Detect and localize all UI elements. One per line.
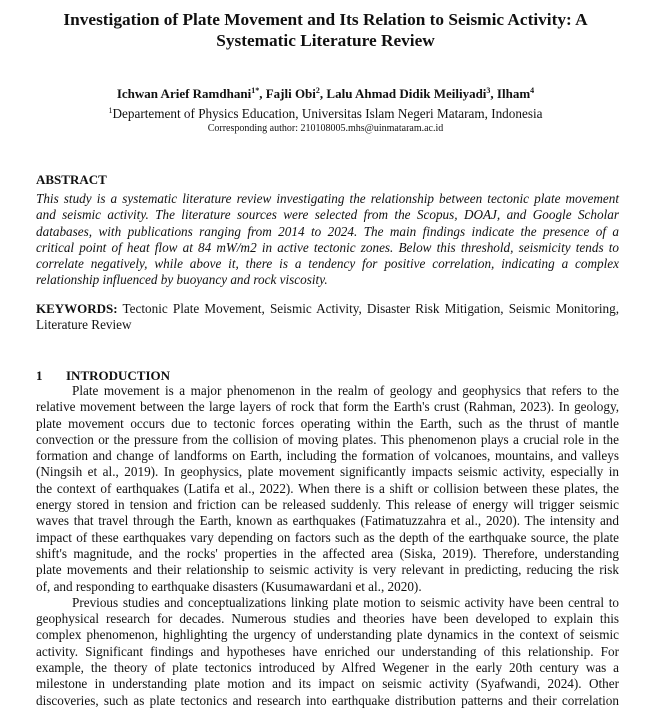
- abstract-line: and seismic activity. The literature sources were selected from the Scopus, DOAJ, and Google Scholar: [36, 207, 619, 223]
- body-line: Previous studies and conceptualizations linking plate motion to seismic activity have been central to: [72, 594, 619, 610]
- body-line: complex phenomenon, highlighting the urgency of understanding plate dynamics in the context of seismic: [36, 627, 619, 643]
- abstract-line: correlate negatively, while above it, there is a tendency for positive correlation, indicating a complex: [36, 256, 619, 272]
- body-line: convection or the pressure from the collision of moving plates. This phenomenon plays a crucial role in the: [36, 431, 619, 447]
- abstract-body: [36, 191, 619, 289]
- corresponding-author: Corresponding author: 210108005.mhs@uinmataram.ac.id: [207, 123, 444, 134]
- author-name: Ilham: [496, 86, 531, 101]
- section-heading-introduction: [36, 368, 619, 384]
- author-name: Ichwan Arief Ramdhani: [116, 86, 252, 101]
- author-superscript: 1*: [251, 86, 260, 95]
- keywords: [36, 301, 619, 334]
- affiliation-superscript: 1: [108, 106, 113, 115]
- author-list: Ichwan Arief Ramdhani$^{1*}$, Fajli Obi$^2$, Lalu Ahmad Didik Meiliyadi$^3$, Ilham$^4$: [116, 86, 535, 101]
- body-line: geophysical research for decades. Numerous studies and theories have been developed to explain this: [36, 611, 619, 627]
- author-name: Lalu Ahmad Didik Meiliyadi: [326, 86, 487, 101]
- body-line: impact of these earthquakes vary depending on factors such as the depth of the earthquake source, the plate: [36, 529, 619, 545]
- body-line: the context of earthquakes (Latifa et al., 2022). When there is a shift or collision between these plates, the: [36, 480, 619, 496]
- author-name: Fajli Obi: [265, 86, 316, 101]
- body-line: of, and responding to earthquake disasters (Kusumawardani et al., 2020).: [36, 578, 422, 594]
- affiliation-text: Departement of Physics Education, Universitas Islam Negeri Mataram, Indonesia: [112, 106, 543, 121]
- introduction-body: [36, 383, 619, 709]
- body-line: discoveries, such as plate tectonics and research into earthquake distribution patterns and their correlation: [36, 692, 619, 708]
- body-line: formation and change of landforms on Earth, including the formation of volcanoes, mountains, and valleys: [36, 448, 619, 464]
- keywords-label: KEYWORDS:: [36, 301, 118, 316]
- title-line: Investigation of Plate Movement and Its Relation to Seismic Activity: A: [63, 10, 588, 29]
- body-line: (Ningsih et al., 2019). In geophysics, plate movement significantly impacts seismic activity, especially in: [36, 464, 619, 480]
- body-line: shift's magnitude, and the rocks' properties in the affected area (Siska, 2019). Therefore, understanding: [36, 545, 619, 561]
- abstract-line: relationship influenced by buoyancy and rock viscosity.: [36, 272, 328, 288]
- affiliation: [0, 106, 651, 122]
- keywords-line: Literature Review: [36, 317, 132, 333]
- body-line: energy stored in tension and friction can be released suddenly. This release of energy will trigger seismic: [36, 497, 619, 513]
- abstract-heading: ABSTRACT: [36, 172, 107, 187]
- abstract-line: critical point of heat flow at 84 mW/m2 in active tectonic zones. Below this threshold, seismicity tends to: [36, 239, 619, 255]
- author-superscript: 3: [486, 86, 491, 95]
- section-title: INTRODUCTION: [66, 368, 171, 383]
- body-line: milestone in understanding plate motion and its impact on seismic activity (Syafwandi, 2024). Other: [36, 676, 619, 692]
- body-line: relative movement between the large layers of rock that form the Earth's crust (Rahman, 2023). In geology,: [36, 399, 619, 415]
- abstract-line: This study is a systematic literature review investigating the relationship between tectonic plate movement: [36, 191, 619, 206]
- body-line: plate movement occurs due to tectonic forces operating within the Earth, such as the thrust of mantle: [36, 415, 619, 431]
- title-line: Systematic Literature Review: [216, 31, 435, 50]
- body-line: plate movements and their relationship to seismic activity is very relevant in predicting, reducing the risk: [36, 562, 619, 578]
- keywords-text: Tectonic Plate Movement, Seismic Activity, Disaster Risk Mitigation, Seismic Monitoring,: [122, 301, 619, 316]
- author-superscript: 2: [315, 86, 320, 95]
- author-superscript: 4: [530, 86, 535, 95]
- body-line: Plate movement is a major phenomenon in the realm of geology and geophysics that refers to the: [72, 383, 619, 398]
- body-line: activity. Significant findings and hypotheses have enriched our understanding of this relationship. For: [36, 643, 619, 659]
- section-number: 1: [36, 368, 43, 383]
- abstract-line: databases, with publications ranging from 2014 to 2024. The main findings indicate the presence of a: [36, 223, 619, 239]
- paper-title: [0, 9, 651, 51]
- body-line: waves that travel through the Earth, known as earthquakes (Fatimatuzzahra et al., 2020). The intensity and: [36, 513, 619, 529]
- body-line: example, the theory of plate tectonics introduced by Alfred Wegener in the early 20th century was a: [36, 660, 619, 676]
